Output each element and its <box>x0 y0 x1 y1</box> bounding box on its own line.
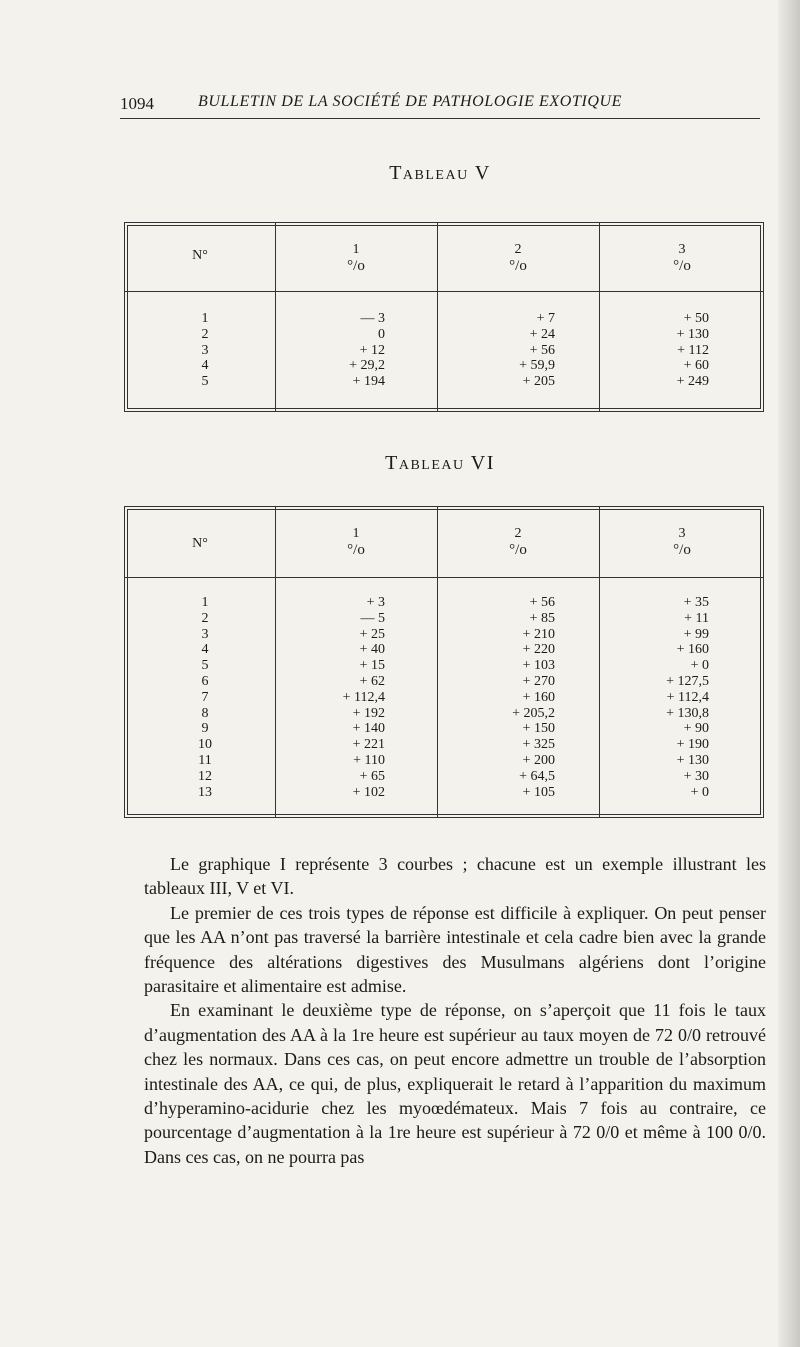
table-cell: + 160 <box>522 689 555 705</box>
table-cell: + 15 <box>359 658 385 674</box>
table-6-header-col2: 2 °/o <box>509 526 527 558</box>
table-cell: + 11 <box>684 610 709 626</box>
page-edge <box>778 0 800 1347</box>
table-cell: + 112,4 <box>342 689 385 705</box>
table-5-col-1 <box>295 311 385 390</box>
table-cell: + 190 <box>676 737 709 753</box>
table-cell: + 105 <box>522 784 555 800</box>
table-cell: + 194 <box>352 374 385 390</box>
paragraph-2: Le premier de ces trois types de réponse est difficile à expliquer. On peut penser que les AA n’ont pas traversé la barrière intestinale et cela cadre bien avec la grande fréquence des altérations digestives des Musulmans algériens dont l’origine parasitaire et alimentaire est admise. <box>144 902 766 997</box>
table-cell: + 112,4 <box>666 689 709 705</box>
table-cell: + 29,2 <box>349 358 385 374</box>
table-cell: + 65 <box>359 768 385 784</box>
table-cell: + 7 <box>536 311 555 326</box>
table-cell: 6 <box>201 673 209 689</box>
table-5-col-no <box>185 311 225 390</box>
table-cell: + 0 <box>690 784 709 800</box>
table-5-col-3 <box>619 311 709 390</box>
table-cell: 8 <box>201 705 209 721</box>
page-number: 1094 <box>120 94 154 113</box>
table-cell: + 62 <box>359 673 385 689</box>
table-cell: + 64,5 <box>519 768 555 784</box>
table-cell: + 130 <box>676 326 709 342</box>
table-cell: 1 <box>201 595 209 610</box>
table-cell: + 60 <box>683 358 709 374</box>
table-6-col-no <box>185 595 225 800</box>
table-cell: 3 <box>201 342 209 358</box>
table-cell: 4 <box>201 358 209 374</box>
table-cell: + 90 <box>683 721 709 737</box>
table-cell: 4 <box>201 642 209 658</box>
journal-title: BULLETIN DE LA SOCIÉTÉ DE PATHOLOGIE EXOTIQUE <box>198 93 623 110</box>
table-5-header-col1: 1 °/o <box>347 242 365 274</box>
table-cell: + 85 <box>529 610 555 626</box>
table-cell: + 56 <box>529 342 555 358</box>
table-cell: + 205,2 <box>512 705 555 721</box>
table-cell: + 0 <box>690 658 709 674</box>
table-cell: 12 <box>198 768 212 784</box>
table-6-header-col3: 3 °/o <box>673 526 691 558</box>
table-cell: + 127,5 <box>666 673 709 689</box>
table-cell: + 150 <box>522 721 555 737</box>
table-cell: + 270 <box>522 673 555 689</box>
paragraph-3: En examinant le deuxième type de réponse, on s’aperçoit que 11 fois le taux d’augmentation des AA à la 1re heure est supérieur au taux moyen de 72 0/0 retrouvé chez les normaux. Dans ces cas, on peut encore admettre un trouble de l’absorption intestinale des AA, ce qui, de plus, expliquerait le retard à l’apparition du maximum d’hyperamino-acidurie chez les myoœdémateux. Mais 7 fois au contraire, ce pourcentage d’augmentation à la 1re heure est supérieur à 72 0/0 et même à 100 0/0. Dans ces cas, on ne pourra pas <box>144 1000 766 1167</box>
table-cell: 13 <box>198 784 212 800</box>
table-cell: — 3 <box>360 311 385 326</box>
table-6-col-2 <box>455 595 555 800</box>
table-cell: 3 <box>201 626 209 642</box>
table-cell: + 130,8 <box>666 705 709 721</box>
table-cell: + 220 <box>522 642 555 658</box>
table-5-col-2 <box>455 311 555 390</box>
table-cell: + 59,9 <box>519 358 555 374</box>
table-cell: + 130 <box>676 752 709 768</box>
table-6-header-col1: 1 °/o <box>347 526 365 558</box>
table-cell: 9 <box>201 721 209 737</box>
table-cell: + 200 <box>522 752 555 768</box>
table-cell: + 30 <box>683 768 709 784</box>
table-cell: 2 <box>201 326 209 342</box>
table-cell: + 249 <box>676 374 709 390</box>
table-cell: + 3 <box>366 595 385 610</box>
table-cell: 7 <box>201 689 209 705</box>
table-cell: + 221 <box>352 737 385 753</box>
table-cell: + 35 <box>683 595 709 610</box>
table-cell: 11 <box>198 752 212 768</box>
body-text <box>144 852 766 1169</box>
table-cell: + 24 <box>529 326 555 342</box>
table-cell: + 192 <box>352 705 385 721</box>
paragraph-1: Le graphique I représente 3 courbes ; chacune est un exemple illustrant les tableaux III, V et VI. <box>144 854 766 899</box>
table-cell: — 5 <box>360 610 385 626</box>
table-cell: + 103 <box>522 658 555 674</box>
table-cell: + 140 <box>352 721 385 737</box>
table-cell: + 50 <box>683 311 709 326</box>
table-cell: + 99 <box>683 626 709 642</box>
table-6-header-no: N° <box>192 536 208 551</box>
table-cell: + 12 <box>359 342 385 358</box>
table-cell: + 102 <box>352 784 385 800</box>
table-6 <box>124 506 764 818</box>
table-cell: + 205 <box>522 374 555 390</box>
table-cell: 2 <box>201 610 209 626</box>
table-6-col-1 <box>295 595 385 800</box>
table-cell: 0 <box>378 326 385 342</box>
table-cell: + 160 <box>676 642 709 658</box>
table-cell: 5 <box>201 658 209 674</box>
table-cell: + 40 <box>359 642 385 658</box>
table-5-title: Tableau V <box>389 162 491 184</box>
table-cell: 10 <box>198 737 212 753</box>
table-5-header-no: N° <box>192 248 208 263</box>
table-cell: + 325 <box>522 737 555 753</box>
table-6-title: Tableau VI <box>385 452 495 474</box>
table-cell: + 210 <box>522 626 555 642</box>
running-head <box>120 92 760 119</box>
table-cell: + 25 <box>359 626 385 642</box>
table-cell: + 56 <box>529 595 555 610</box>
table-cell: + 110 <box>353 752 385 768</box>
table-cell: 5 <box>201 374 209 390</box>
table-5 <box>124 222 764 412</box>
table-6-col-3 <box>619 595 709 800</box>
table-cell: + 112 <box>677 342 709 358</box>
table-5-header-col2: 2 °/o <box>509 242 527 274</box>
table-cell: 1 <box>201 311 209 326</box>
table-5-header-col3: 3 °/o <box>673 242 691 274</box>
